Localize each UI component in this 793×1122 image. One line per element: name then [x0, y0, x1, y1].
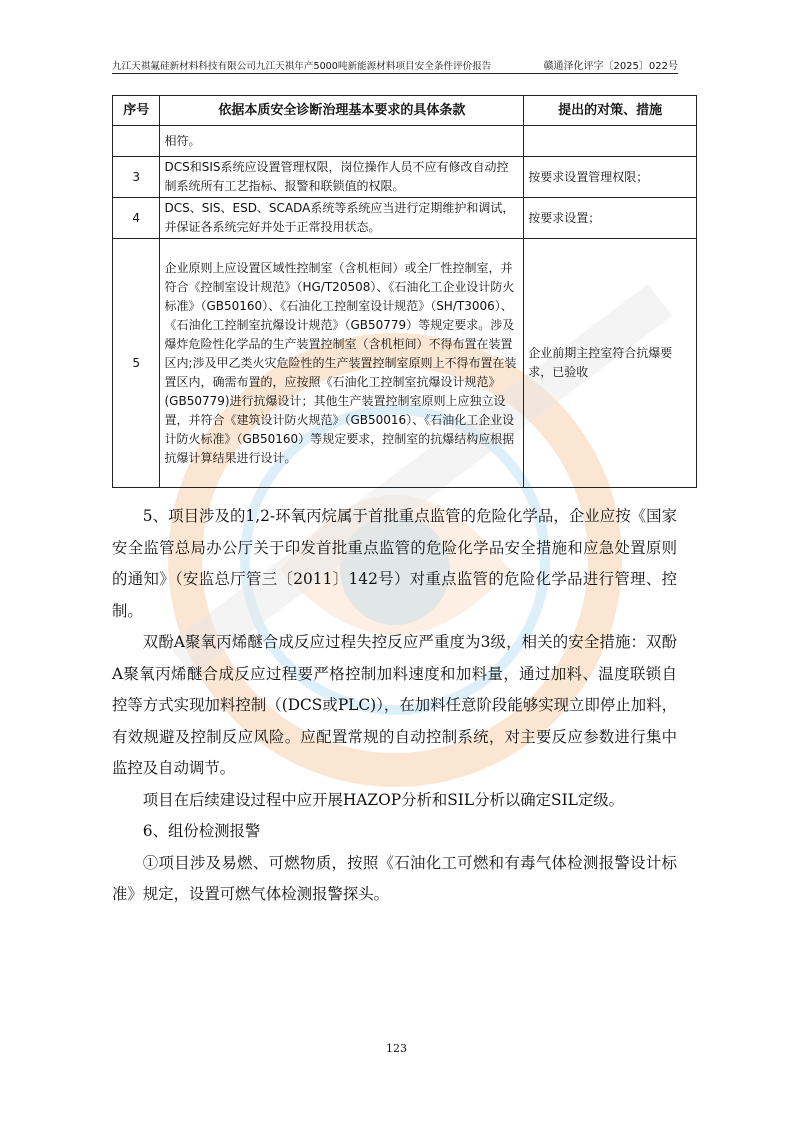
row-measure [524, 126, 697, 157]
section-heading-gas-detection: 6、组份检测报警 [142, 822, 261, 840]
body-text [112, 501, 677, 911]
row-no: 5 [113, 239, 160, 488]
row-clause: DCS、SIS、ESD、SCADA系统等系统应当进行定期维护和调试，并保证各系统完好并处于正常投用状态。 [160, 198, 524, 239]
header-report-title: 九江天祺氟硅新材料科技有限公司九江天祺年产5000吨新能源材料项目安全条件评价报告 [112, 61, 492, 72]
table-header-row [113, 96, 697, 126]
table-row [113, 239, 697, 488]
row-clause: DCS和SIS系统应设置管理权限，岗位操作人员不应有修改自动控制系统所有工艺指标、报警和联锁值的权限。 [160, 157, 524, 198]
table-row [113, 157, 697, 198]
row-clause: 相符。 [160, 126, 524, 157]
header-divider [112, 73, 678, 74]
table-row [113, 126, 697, 157]
paragraph-reaction-safety: 双酚A聚氧丙烯醚合成反应过程失控反应严重度为3级，相关的安全措施：双酚A聚氧丙烯醚合成反应过程要严格控制加料速度和加料量，通过加料、温度联锁自控等方式实现加料控制（(DCS或PLC)），在加料任意阶段能够实现立即停止加料，有效规避及控制反应风险。应配置常规的自动控制系统，对主要反应参数进行集中监控及自动调节。 [112, 633, 677, 777]
diagnosis-table [112, 95, 697, 488]
row-no: 4 [113, 198, 160, 239]
page-header [112, 54, 678, 72]
paragraph-gas-detection: ①项目涉及易燃、可燃物质，按照《石油化工可燃和有毒气体检测报警设计标准》规定，设置可燃气体检测报警探头。 [112, 853, 677, 903]
table-row [113, 198, 697, 239]
page-number: 123 [386, 1042, 407, 1055]
col-header-measure: 提出的对策、措施 [524, 96, 697, 126]
row-no [113, 126, 160, 157]
row-clause: 企业原则上应设置区域性控制室（含机柜间）或全厂性控制室，并符合《控制室设计规范》（HG/T20508）、《石油化工企业设计防火标准》（GB50160）、《石油化工控制室设计规范》（SH/T3006）、《石油化工控制室抗爆设计规范》（GB50779）等规定要求。涉及爆炸危险性化学品的生产装置控制室（含机柜间）不得布置在装置区内;涉及甲乙类火灾危险性的生产装置控制室原则上不得布置在装置区内，确需布置的，应按照《石油化工控制室抗爆设计规范》(GB50779)进行抗爆设计；其他生产装置控制室原则上应独立设置，并符合《建筑设计防火规范》（GB50016）、《石油化工企业设计防火标准》（GB50160）等规定要求，控制室的抗爆结构应根据抗爆计算结果进行设计。 [160, 239, 524, 488]
col-header-clause: 依据本质安全诊断治理基本要求的具体条款 [160, 96, 524, 126]
paragraph-hazop-sil: 项目在后续建设过程中应开展HAZOP分析和SIL分析以确定SIL定级。 [142, 790, 625, 809]
paragraph-hazardous-chemicals: 5、项目涉及的1,2-环氧丙烷属于首批重点监管的危险化学品，企业应按《国家安全监管总局办公厅关于印发首批重点监管的危险化学品安全措施和应急处置原则的通知》（安监总厅管三〔2011〕142号）对重点监管的危险化学品进行管理、控制。 [112, 507, 677, 620]
row-measure: 企业前期主控室符合抗爆要求，已验收 [524, 239, 697, 488]
row-measure: 按要求设置管理权限； [524, 157, 697, 198]
row-no: 3 [113, 157, 160, 198]
col-header-no: 序号 [113, 96, 160, 126]
row-measure: 按要求设置； [524, 198, 697, 239]
header-report-number: 赣通泽化评字〔2025〕022号 [543, 61, 678, 72]
